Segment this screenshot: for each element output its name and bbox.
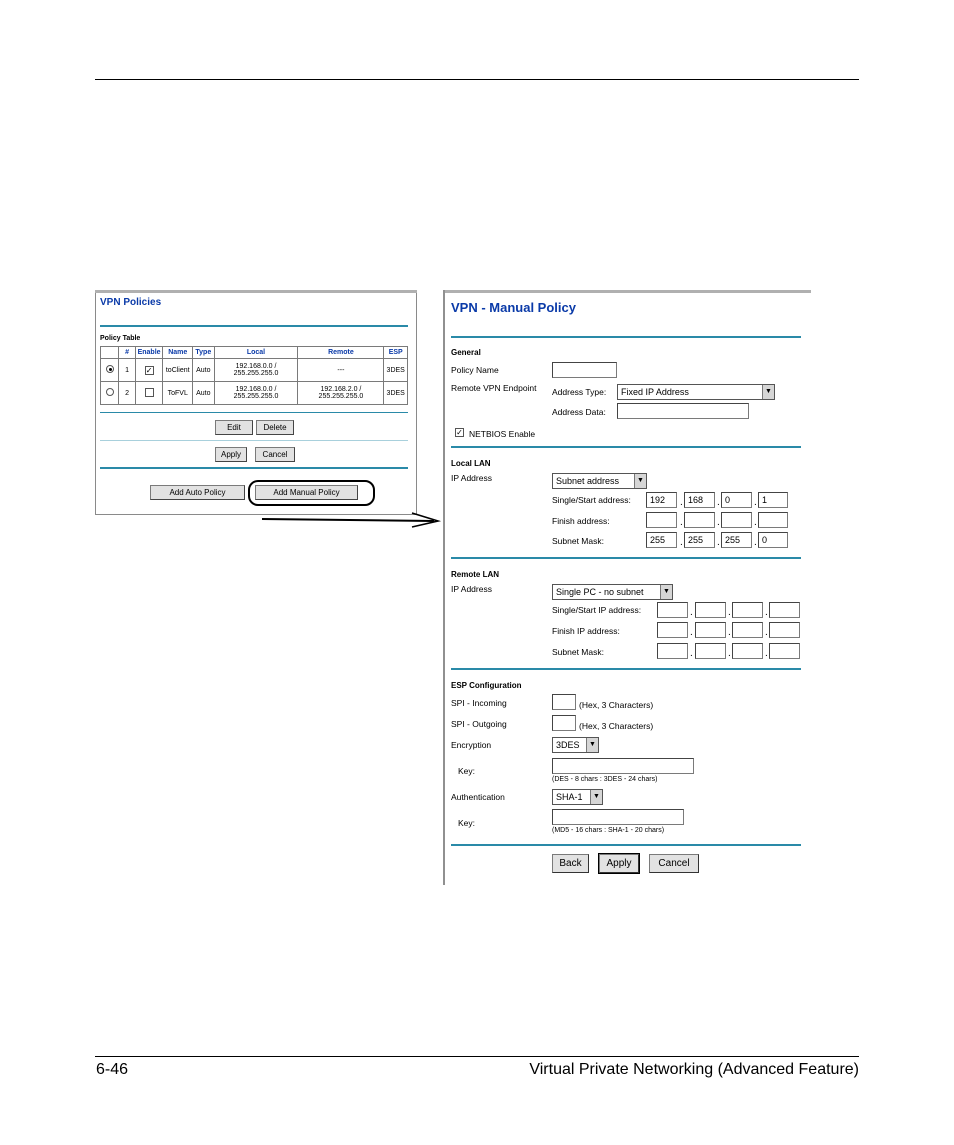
- table-row: [101, 359, 408, 382]
- netbios-checkbox[interactable]: ✓: [456, 428, 463, 437]
- remote-start-octet-4[interactable]: [769, 602, 800, 618]
- row-enable-checkbox[interactable]: ✓: [145, 365, 153, 375]
- local-mask-octet-4[interactable]: 0: [758, 532, 788, 548]
- spi-outgoing-input[interactable]: [552, 715, 576, 731]
- chevron-down-icon: ▼: [590, 790, 602, 804]
- row-local: 192.168.0.0 / 255.255.255.0: [214, 359, 298, 382]
- panel-top-edge: [95, 290, 417, 293]
- authentication-key-input[interactable]: [552, 809, 684, 825]
- remote-mask-octet-2[interactable]: [695, 643, 726, 659]
- add-manual-policy-button[interactable]: Add Manual Policy: [255, 485, 358, 500]
- netbios-label: NETBIOS Enable: [469, 429, 536, 439]
- local-ip-type-value: Subnet address: [556, 476, 620, 486]
- divider: [100, 440, 408, 441]
- remote-start-octet-1[interactable]: [657, 602, 688, 618]
- row-num: 1: [119, 359, 135, 382]
- highlight-oval: [248, 480, 375, 506]
- page-number: 6-46: [96, 1061, 129, 1078]
- row-name: toClient: [163, 359, 193, 382]
- policy-table: [100, 346, 408, 405]
- local-start-octet-4[interactable]: 1: [758, 492, 788, 508]
- local-finish-octet-4[interactable]: [758, 512, 788, 528]
- encryption-key-label: Key:: [458, 766, 476, 776]
- divider: [451, 336, 801, 338]
- authentication-value: SHA-1: [556, 792, 583, 802]
- cancel-button[interactable]: Cancel: [649, 854, 699, 873]
- authentication-label: Authentication: [451, 792, 505, 802]
- column-header-name: Name: [163, 347, 193, 359]
- chevron-down-icon: ▼: [762, 385, 774, 399]
- column-header-remote: Remote: [298, 347, 384, 359]
- column-header-num: #: [119, 347, 135, 359]
- remote-finish-octet-3[interactable]: [732, 622, 763, 638]
- spi-incoming-hint: (Hex, 3 Characters): [579, 700, 654, 710]
- local-finish-label: Finish address:: [552, 516, 610, 526]
- local-finish-octet-3[interactable]: [721, 512, 752, 528]
- row-select-radio[interactable]: [106, 365, 114, 373]
- remote-endpoint-label: Remote VPN Endpoint: [451, 383, 537, 393]
- add-auto-policy-button[interactable]: Add Auto Policy: [150, 485, 245, 500]
- row-select-radio[interactable]: [106, 388, 114, 396]
- encryption-key-hint: (DES - 8 chars : 3DES - 24 chars): [552, 776, 658, 783]
- spi-incoming-input[interactable]: [552, 694, 576, 710]
- esp-heading: ESP Configuration: [451, 681, 522, 690]
- row-remote: ---: [298, 359, 384, 382]
- remote-mask-octet-3[interactable]: [732, 643, 763, 659]
- local-mask-octet-2[interactable]: 255: [684, 532, 715, 548]
- row-local: 192.168.0.0 / 255.255.255.0: [214, 382, 298, 405]
- remote-start-label: Single/Start IP address:: [552, 605, 642, 615]
- manual-panel-left-edge: [443, 290, 445, 885]
- remote-start-octet-3[interactable]: [732, 602, 763, 618]
- authentication-key-label: Key:: [458, 818, 476, 828]
- column-header-local: Local: [214, 347, 298, 359]
- divider: [451, 557, 801, 559]
- remote-ip-type-select[interactable]: [552, 584, 673, 600]
- encryption-key-input[interactable]: [552, 758, 694, 774]
- general-heading: General: [451, 348, 481, 357]
- apply-button[interactable]: Apply: [215, 447, 247, 462]
- local-start-octet-3[interactable]: 0: [721, 492, 752, 508]
- address-data-label: Address Data:: [552, 407, 606, 417]
- vpn-policies-title: VPN Policies: [100, 297, 162, 308]
- column-header-enable: Enable: [135, 347, 163, 359]
- row-select-cell: [101, 359, 119, 382]
- local-finish-octet-1[interactable]: [646, 512, 677, 528]
- local-mask-label: Subnet Mask:: [552, 536, 604, 546]
- chevron-down-icon: ▼: [586, 738, 598, 752]
- arrow-icon: [262, 509, 442, 529]
- local-start-octet-2[interactable]: 168: [684, 492, 715, 508]
- encryption-value: 3DES: [556, 740, 580, 750]
- column-header-type: Type: [193, 347, 214, 359]
- manual-policy-title: VPN - Manual Policy: [451, 300, 576, 315]
- local-mask-octet-3[interactable]: 255: [721, 532, 752, 548]
- local-start-octet-1[interactable]: 192: [646, 492, 677, 508]
- row-name: ToFVL: [163, 382, 193, 405]
- local-mask-octet-1[interactable]: 255: [646, 532, 677, 548]
- local-ip-type-select[interactable]: [552, 473, 647, 489]
- local-lan-heading: Local LAN: [451, 459, 491, 468]
- row-esp: 3DES: [384, 382, 408, 405]
- remote-mask-octet-1[interactable]: [657, 643, 688, 659]
- header-rule: [95, 79, 859, 80]
- column-header-select: [101, 347, 119, 359]
- remote-lan-heading: Remote LAN: [451, 570, 500, 579]
- cancel-button[interactable]: Cancel: [255, 447, 295, 462]
- remote-mask-label: Subnet Mask:: [552, 647, 604, 657]
- spi-outgoing-hint: (Hex, 3 Characters): [579, 721, 654, 731]
- spi-incoming-label: SPI - Incoming: [451, 698, 507, 708]
- remote-mask-octet-4[interactable]: [769, 643, 800, 659]
- local-finish-octet-2[interactable]: [684, 512, 715, 528]
- address-type-select[interactable]: [617, 384, 775, 400]
- remote-ip-label: IP Address: [451, 584, 492, 594]
- edit-button[interactable]: Edit: [215, 420, 253, 435]
- spi-outgoing-label: SPI - Outgoing: [451, 719, 507, 729]
- divider: [100, 325, 408, 327]
- policy-table-title: Policy Table: [100, 335, 141, 342]
- remote-ip-type-value: Single PC - no subnet: [556, 587, 644, 597]
- manual-panel-top-edge: [443, 290, 811, 293]
- section-title: Virtual Private Networking (Advanced Feature): [529, 1061, 859, 1078]
- policy-name-label: Policy Name: [451, 365, 499, 375]
- row-num: 2: [119, 382, 135, 405]
- encryption-label: Encryption: [451, 740, 492, 750]
- row-enable-checkbox[interactable]: [145, 388, 154, 397]
- chevron-down-icon: ▼: [634, 474, 646, 488]
- divider: [100, 467, 408, 469]
- address-type-label: Address Type:: [552, 387, 607, 397]
- divider: [100, 412, 408, 413]
- address-type-value: Fixed IP Address: [621, 387, 689, 397]
- row-enable-cell: [135, 359, 163, 382]
- encryption-select[interactable]: [552, 737, 599, 753]
- row-esp: 3DES: [384, 359, 408, 382]
- back-button[interactable]: Back: [552, 854, 589, 873]
- divider: [451, 844, 801, 846]
- footer-rule: [95, 1056, 859, 1057]
- row-remote: 192.168.2.0 / 255.255.255.0: [298, 382, 384, 405]
- table-row: [101, 382, 408, 405]
- remote-finish-octet-1[interactable]: [657, 622, 688, 638]
- policy-name-input[interactable]: [552, 362, 617, 378]
- address-data-input[interactable]: [617, 403, 749, 419]
- remote-finish-octet-2[interactable]: [695, 622, 726, 638]
- apply-button[interactable]: Apply: [599, 854, 639, 873]
- divider: [451, 668, 801, 670]
- remote-finish-octet-4[interactable]: [769, 622, 800, 638]
- remote-finish-label: Finish IP address:: [552, 626, 620, 636]
- delete-button[interactable]: Delete: [256, 420, 294, 435]
- local-ip-label: IP Address: [451, 473, 492, 483]
- column-header-esp: ESP: [384, 347, 408, 359]
- local-start-label: Single/Start address:: [552, 495, 631, 505]
- row-type: Auto: [193, 359, 214, 382]
- remote-start-octet-2[interactable]: [695, 602, 726, 618]
- row-select-cell: [101, 382, 119, 405]
- chevron-down-icon: ▼: [660, 585, 672, 599]
- row-enable-cell: [135, 382, 163, 405]
- authentication-select[interactable]: [552, 789, 603, 805]
- divider: [451, 446, 801, 448]
- authentication-key-hint: (MD5 - 16 chars : SHA-1 - 20 chars): [552, 827, 665, 834]
- row-type: Auto: [193, 382, 214, 405]
